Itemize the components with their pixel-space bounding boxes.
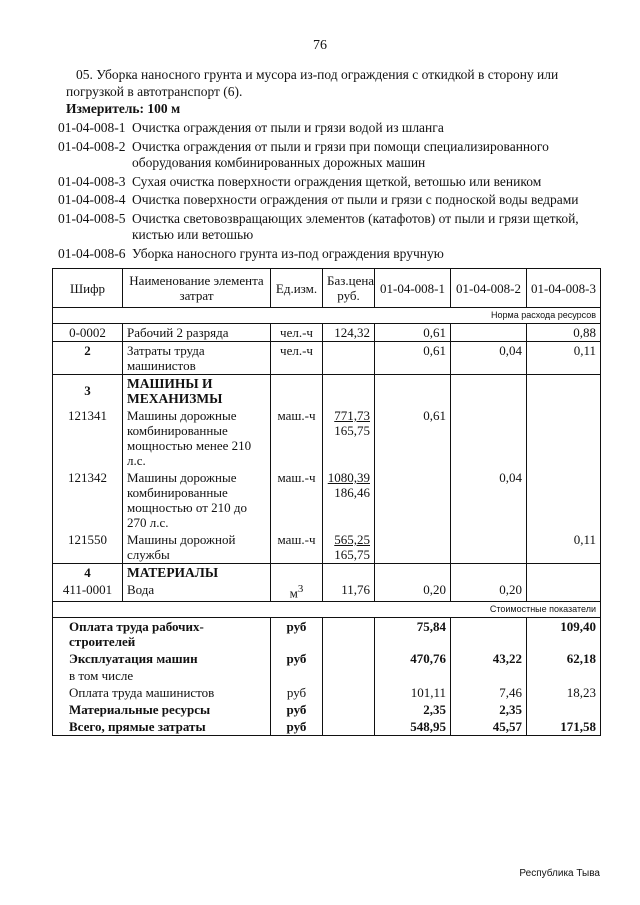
- code-description: Очистка ограждения от пыли и грязи при помощи специализированного оборудования комбинированных дорожных машин: [132, 138, 549, 170]
- cell-col-1: 0,61: [375, 324, 451, 342]
- summary-col-2: 45,57: [451, 718, 527, 736]
- header-code: Шифр: [53, 269, 123, 308]
- cell-price: [323, 469, 375, 531]
- summary-col-1: 548,95: [375, 718, 451, 736]
- resource-norms-table: [52, 268, 601, 736]
- code-item: [58, 139, 618, 172]
- summary-col-2: 43,22: [451, 650, 527, 667]
- table-row: [53, 469, 601, 531]
- cell-col-1: [375, 469, 451, 531]
- summary-col-2: 7,46: [451, 684, 527, 701]
- table-row: [53, 581, 601, 602]
- cell-code: 3: [53, 375, 123, 408]
- summary-col-1: 75,84: [375, 618, 451, 651]
- cell-unit: маш.-ч: [271, 531, 323, 564]
- cell-price: [323, 407, 375, 469]
- summary-unit: руб: [271, 701, 323, 718]
- cost-caption-row: [53, 602, 601, 618]
- cell-col-3: 0,88: [527, 324, 601, 342]
- cell-code: 411-0001: [53, 581, 123, 602]
- cell-name: МАТЕРИАЛЫ: [123, 564, 271, 582]
- cell-name: Машины дорожные комбинированные мощностью менее 210 л.с.: [123, 407, 271, 469]
- code-id: 01-04-008-5: [58, 210, 126, 226]
- cell-code: 121550: [53, 531, 123, 564]
- cell-unit: чел.-ч: [271, 324, 323, 342]
- cell-col-2: 0,04: [451, 469, 527, 531]
- cell-name: Машины дорожной службы: [123, 531, 271, 564]
- cell-unit: [271, 581, 323, 602]
- price-labor: 165,75: [334, 423, 370, 438]
- summary-name: Оплата труда рабочих-строителей: [53, 618, 271, 651]
- cell-col-1: 0,61: [375, 342, 451, 375]
- table-header-row: [53, 269, 601, 308]
- cell-name: Вода: [123, 581, 271, 602]
- cell-unit: маш.-ч: [271, 407, 323, 469]
- cell-code: 0-0002: [53, 324, 123, 342]
- summary-col-3: 62,18: [527, 650, 601, 667]
- summary-row: [53, 618, 601, 651]
- measure-unit: Измеритель: 100 м: [66, 101, 181, 116]
- code-id: 01-04-008-3: [58, 173, 126, 189]
- header-col-3: 01-04-008-3: [527, 269, 601, 308]
- cell-col-3: 0,11: [527, 531, 601, 564]
- summary-row: [53, 667, 601, 684]
- table-row: [53, 407, 601, 469]
- cell-name: Рабочий 2 разряда: [123, 324, 271, 342]
- table-row: [53, 531, 601, 564]
- summary-row: [53, 718, 601, 736]
- footer-region: Республика Тыва: [519, 868, 600, 879]
- cell-col-2: [451, 531, 527, 564]
- norm-caption: Норма расхода ресурсов: [53, 308, 601, 324]
- code-description: Очистка ограждения от пыли и грязи водой из шланга: [132, 120, 444, 135]
- section-title: 05. Уборка наносного грунта и мусора из-под ограждения с откидкой в сторону или погрузкой в автотранспорт (6).: [66, 67, 559, 99]
- code-item: [58, 211, 618, 244]
- price-base: 771,73: [334, 408, 370, 423]
- header-unit: Ед.изм.: [271, 269, 323, 308]
- code-description: Очистка поверхности ограждения от пыли и грязи с подноской воды ведрами: [132, 192, 579, 207]
- table-row: [53, 324, 601, 342]
- cell-name: МАШИНЫ И МЕХАНИЗМЫ: [123, 375, 271, 408]
- cell-price: [323, 342, 375, 375]
- summary-col-3: 109,40: [527, 618, 601, 651]
- summary-unit: руб: [271, 684, 323, 701]
- cell-price: 11,76: [323, 581, 375, 602]
- code-item: [58, 246, 618, 263]
- summary-subheading: в том числе: [53, 667, 271, 684]
- code-id: 01-04-008-2: [58, 138, 126, 154]
- header-col-2: 01-04-008-2: [451, 269, 527, 308]
- cell-name: Машины дорожные комбинированные мощностью от 210 до 270 л.с.: [123, 469, 271, 531]
- summary-row: [53, 650, 601, 667]
- summary-col-3: [527, 701, 601, 718]
- table-row: [53, 375, 601, 408]
- code-id: 01-04-008-4: [58, 192, 126, 207]
- cell-name: Затраты труда машинистов: [123, 342, 271, 375]
- summary-unit: руб: [271, 650, 323, 667]
- cell-col-2: [451, 324, 527, 342]
- cell-col-1: 0,20: [375, 581, 451, 602]
- cell-col-3: [527, 469, 601, 531]
- code-id: 01-04-008-6: [58, 245, 126, 261]
- code-id: 01-04-008-1: [58, 120, 126, 135]
- summary-col-2: [451, 618, 527, 651]
- summary-name: Оплата труда машинистов: [53, 684, 271, 701]
- cell-unit: чел.-ч: [271, 342, 323, 375]
- page-number: 76: [313, 38, 327, 53]
- table-row: [53, 342, 601, 375]
- header-col-1: 01-04-008-1: [375, 269, 451, 308]
- summary-unit: руб: [271, 618, 323, 651]
- cell-col-3: 0,11: [527, 342, 601, 375]
- summary-name: Всего, прямые затраты: [53, 718, 271, 736]
- cell-col-3: [527, 407, 601, 469]
- summary-col-1: 470,76: [375, 650, 451, 667]
- cell-price: 124,32: [323, 324, 375, 342]
- cell-code: 121342: [53, 469, 123, 531]
- summary-name: Эксплуатация машин: [53, 650, 271, 667]
- cell-col-1: [375, 531, 451, 564]
- code-description: Сухая очистка поверхности ограждения щеткой, ветошью или веником: [132, 173, 542, 189]
- code-item: [58, 192, 618, 209]
- summary-unit: руб: [271, 718, 323, 736]
- cost-caption: Стоимостные показатели: [53, 602, 601, 618]
- price-base: 565,25: [334, 532, 370, 547]
- price-labor: 186,46: [334, 485, 370, 500]
- cell-col-1: 0,61: [375, 407, 451, 469]
- cell-unit: маш.-ч: [271, 469, 323, 531]
- summary-col-1: 2,35: [375, 701, 451, 718]
- summary-row: [53, 701, 601, 718]
- cell-col-3: [527, 581, 601, 602]
- cell-code: 2: [53, 342, 123, 375]
- cell-code: 4: [53, 564, 123, 582]
- cell-col-2: 0,04: [451, 342, 527, 375]
- summary-name: Материальные ресурсы: [53, 701, 271, 718]
- header-price: Баз.цена руб.: [323, 269, 375, 308]
- code-item: [58, 120, 618, 137]
- unit-text: м: [289, 585, 298, 601]
- summary-col-3: 171,58: [527, 718, 601, 736]
- header-name: Наименование элемента затрат: [123, 269, 271, 308]
- cell-code: 121341: [53, 407, 123, 469]
- summary-row: [53, 684, 601, 701]
- code-list: [58, 120, 618, 264]
- summary-col-1: 101,11: [375, 684, 451, 701]
- code-item: [58, 174, 618, 191]
- cell-col-2: 0,20: [451, 581, 527, 602]
- code-description: Уборка наносного грунта из-под ограждения вручную: [132, 245, 444, 261]
- price-base: 1080,39: [327, 470, 370, 485]
- table-row: [53, 564, 601, 582]
- summary-col-2: 2,35: [451, 701, 527, 718]
- summary-col-3: 18,23: [527, 684, 601, 701]
- cell-price: [323, 531, 375, 564]
- norm-caption-row: [53, 308, 601, 324]
- unit-superscript: 3: [297, 583, 304, 595]
- cell-col-2: [451, 407, 527, 469]
- code-description: Очистка световозвращающих элементов (катафотов) от пыли и грязи щеткой, кистью или ветошью: [132, 210, 579, 242]
- price-labor: 165,75: [334, 547, 370, 562]
